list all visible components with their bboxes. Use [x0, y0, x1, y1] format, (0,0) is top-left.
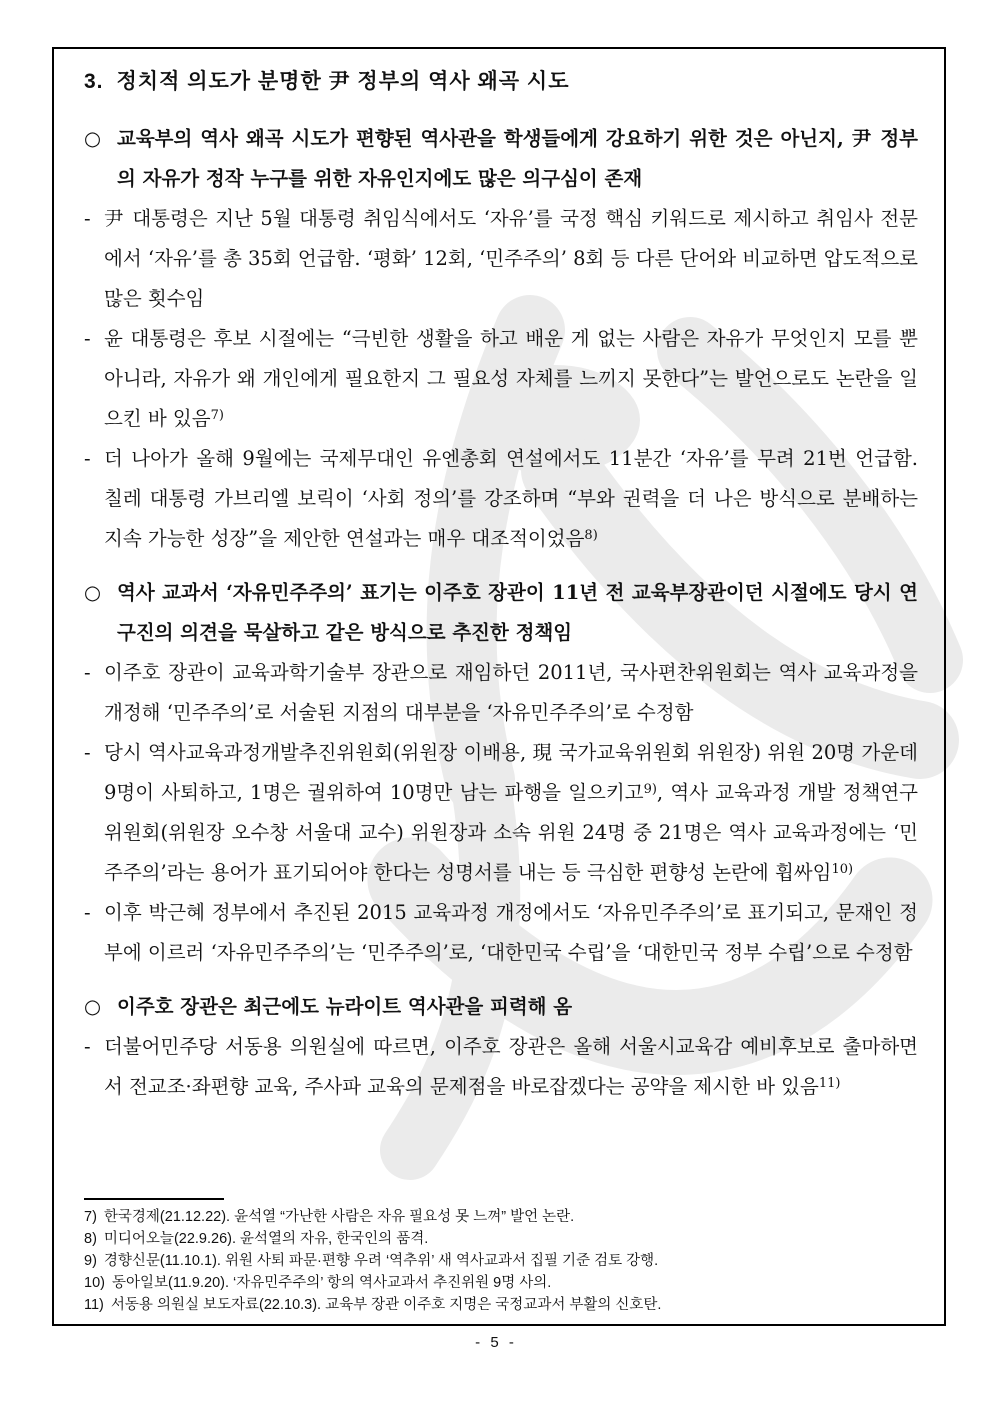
dash-marker: -	[84, 1035, 91, 1058]
paragraph-text: 이후 박근혜 정부에서 추진된 2015 교육과정 개정에서도 ‘자유민주주의’로 표기되고, 문재인 정부에 이르러 ‘자유민주주의’는 ‘민주주의’로, ‘대한민국 수립’을 ‘대한민국 정부 수립’으로 수정함	[104, 901, 918, 964]
section-title-text: 정치적 의도가 분명한 尹 정부의 역사 왜곡 시도	[116, 70, 570, 93]
footnote-text: 한국경제(21.12.22). 윤석열 “가난한 사람은 자유 필요성 못 느껴” 발언 논란.	[103, 1209, 575, 1225]
dash-paragraph	[84, 1027, 918, 1107]
footnote-number: 7)	[84, 1209, 97, 1225]
paragraph-text: 교육부의 역사 왜곡 시도가 편향된 역사관을 학생들에게 강요하기 위한 것은 아닌지, 尹 정부의 자유가 정작 누구를 위한 자유인지에도 많은 의구심이 존재	[117, 127, 918, 190]
dash-paragraph	[84, 893, 918, 973]
dash-paragraph	[84, 319, 918, 439]
circle-bullet-marker: ○	[84, 995, 102, 1018]
footnote-item	[84, 1294, 918, 1316]
bullet-paragraph	[84, 119, 918, 199]
paragraph-text: 당시 역사교육과정개발추진위원회(위원장 이배용, 現 국가교육위원회 위원장) 위원 20명 가운데 9명이 사퇴하고, 1명은 궐위하여 10명만 남는 파행을 일으키고$^{9)}$, 역사 교육과정 개발 정책연구위원회(위원장 오수창 서울대 교수) 위원장과 소속 위원 24명 중 21명은 역사 교육과정에는 ‘민주주의’라는 용어가 표기되어야 한다는 성명서를 내는 등 극심한 편향성 논란에 휩싸임$^{10)}$	[104, 741, 918, 884]
footnote-text: 동아일보(11.9.20). ‘자유민주주의’ 항의 역사교과서 추진위원 9명 사의.	[111, 1275, 552, 1291]
footnote-divider	[84, 1198, 224, 1200]
footnote-item	[84, 1250, 918, 1272]
dash-marker: -	[84, 447, 91, 470]
footnote-number: 9)	[84, 1253, 97, 1269]
footnote-item	[84, 1272, 918, 1294]
footnote-text: 경향신문(11.10.1). 위원 사퇴 파문·편향 우려 ‘역추위’ 새 역사교과서 집필 기준 검토 강행.	[103, 1253, 659, 1269]
footnote-text: 미디어오늘(22.9.26). 윤석열의 자유, 한국인의 품격.	[103, 1231, 429, 1247]
dash-paragraph	[84, 733, 918, 893]
paragraph-text: 이주호 장관이 교육과학기술부 장관으로 재임하던 2011년, 국사편찬위원회는 역사 교육과정을 개정해 ‘민주주의’로 서술된 지점의 대부분을 ‘자유민주주의’로 수정함	[104, 661, 918, 724]
paragraph-text: 역사 교과서 ‘자유민주주의’ 표기는 이주호 장관이 11년 전 교육부장관이던 시절에도 당시 연구진의 의견을 묵살하고 같은 방식으로 추진한 정책임	[117, 581, 918, 644]
footnotes-section	[84, 1198, 918, 1316]
section-number: 3.	[84, 70, 104, 93]
circle-bullet-marker: ○	[84, 581, 102, 604]
dash-marker: -	[84, 327, 91, 350]
footnote-text: 서동용 의원실 보도자료(22.10.3). 교육부 장관 이주호 지명은 국정교과서 부활의 신호탄.	[110, 1297, 662, 1313]
bullet-paragraph	[84, 987, 918, 1027]
footnote-item	[84, 1206, 918, 1228]
footnote-item	[84, 1228, 918, 1250]
dash-marker: -	[84, 661, 91, 684]
dash-marker: -	[84, 741, 91, 764]
paragraph-text: 더불어민주당 서동용 의원실에 따르면, 이주호 장관은 올해 서울시교육감 예비후보로 출마하면서 전교조·좌편향 교육, 주사파 교육의 문제점을 바로잡겠다는 공약을 제시한 바 있음$^{11)}$	[104, 1035, 918, 1098]
dash-paragraph	[84, 199, 918, 319]
dash-marker: -	[84, 901, 91, 924]
page-number: - 5 -	[475, 1334, 517, 1351]
document-body	[84, 119, 918, 1107]
document-page-border	[52, 47, 946, 1326]
section-title	[84, 67, 918, 97]
paragraph-text: 尹 대통령은 지난 5월 대통령 취임식에서도 ‘자유’를 국정 핵심 키워드로 제시하고 취임사 전문에서 ‘자유’를 총 35회 언급함. ‘평화’ 12회, ‘민주주의’ 8회 등 다른 단어와 비교하면 압도적으로 많은 횟수임	[104, 207, 918, 310]
dash-paragraph	[84, 653, 918, 733]
paragraph-text: 이주호 장관은 최근에도 뉴라이트 역사관을 피력해 옴	[117, 995, 573, 1018]
footnote-number: 10)	[84, 1275, 105, 1291]
footnote-number: 8)	[84, 1231, 97, 1247]
paragraph-text: 더 나아가 올해 9월에는 국제무대인 유엔총회 연설에서도 11분간 ‘자유’를 무려 21번 언급함. 칠레 대통령 가브리엘 보릭이 ‘사회 정의’를 강조하며 “부와 권력을 더 나은 방식으로 분배하는 지속 가능한 성장”을 제안한 연설과는 매우 대조적이었음$^{8)}$	[104, 447, 918, 550]
dash-paragraph	[84, 439, 918, 559]
circle-bullet-marker: ○	[84, 127, 102, 150]
dash-marker: -	[84, 207, 91, 230]
paragraph-text: 윤 대통령은 후보 시절에는 “극빈한 생활을 하고 배운 게 없는 사람은 자유가 무엇인지 모를 뿐 아니라, 자유가 왜 개인에게 필요한지 그 필요성 자체를 느끼지 못한다”는 발언으로도 논란을 일으킨 바 있음$^{7)}$	[104, 327, 918, 430]
bullet-paragraph	[84, 573, 918, 653]
footnote-number: 11)	[84, 1297, 104, 1313]
